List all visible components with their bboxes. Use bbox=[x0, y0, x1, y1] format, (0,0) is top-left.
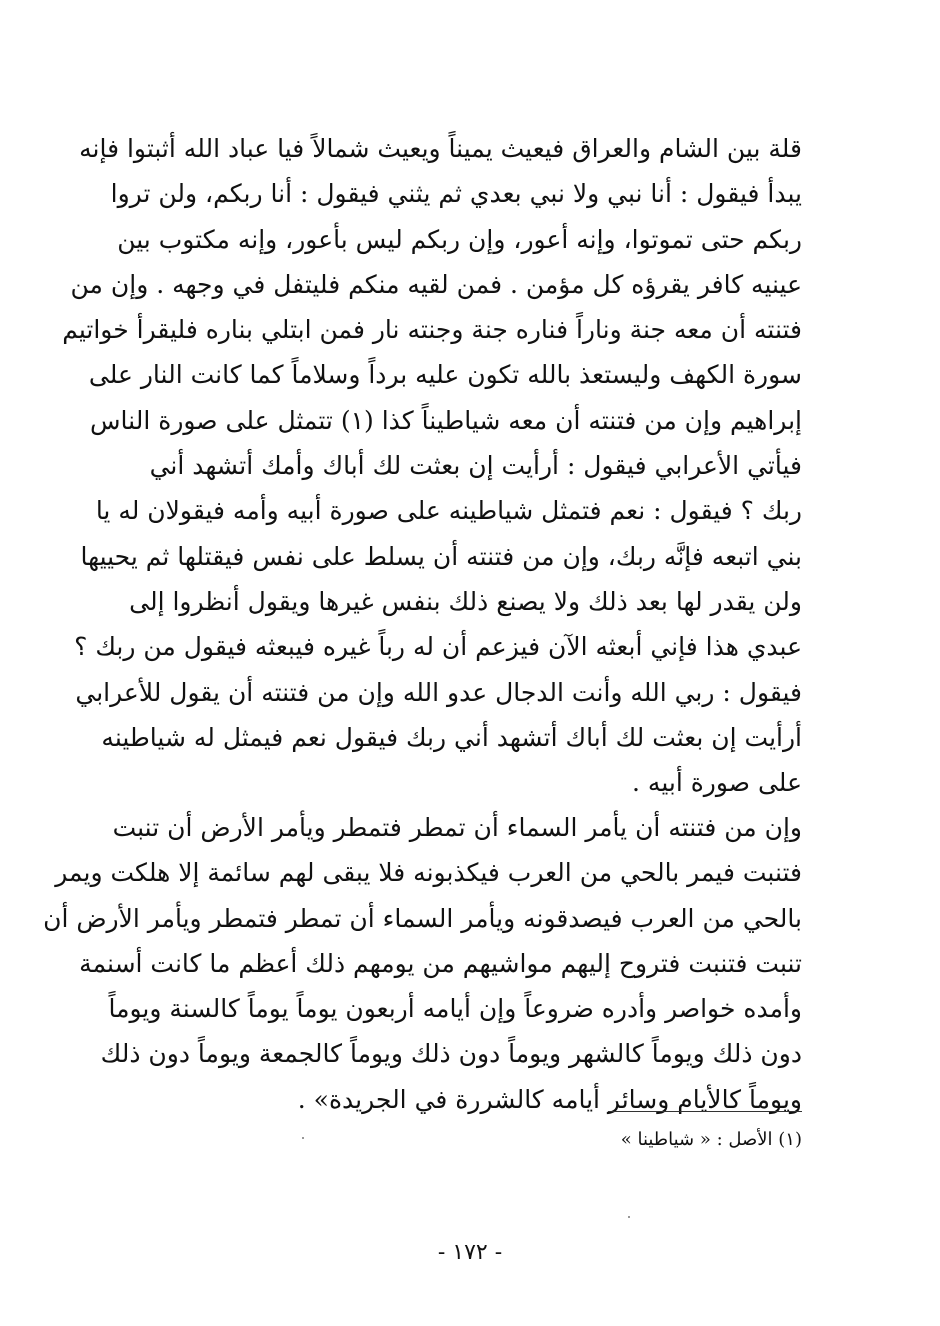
text-line: بني اتبعه فإنَّه ربك، وإن من فتنته أن يسلط على نفس فيقتلها ثم يحييها bbox=[80, 541, 802, 571]
text-line: قلة بين الشام والعراق فيعيث يميناً ويعيث شمالاً فيا عباد الله أثبتوا فإنه bbox=[79, 134, 802, 163]
text-line: أرأيت إن بعثت لك أباك أتشهد أني ربك فيقول نعم فيمثل له شياطينه bbox=[101, 722, 802, 752]
text-line: يبدأ فيقول : أنا نبي ولا نبي بعدي ثم يثني فيقول : أنا ربكم، ولن تروا bbox=[110, 179, 802, 209]
text-line: إبراهيم وإن من فتنته أن معه شياطيناً كذا (١) تتمثل على صورة الناس bbox=[90, 405, 802, 435]
text-line: وأمده خواصر وأدره ضروعاً وإن أيامه أربعون يوماً يوماً كالسنة ويوماً bbox=[108, 994, 802, 1024]
scan-speck bbox=[628, 1216, 630, 1218]
text-line: ولن يقدر لها بعد ذلك ولا يصنع ذلك بنفس غيرها ويقول أنظروا إلى bbox=[129, 586, 802, 616]
paragraph-2 bbox=[43, 805, 802, 1122]
text-line: عينيه كافر يقرؤه كل مؤمن . فمن لقيه منكم فليتفل في وجهه . وإن من bbox=[70, 269, 802, 299]
text-line: فيقول : ربي الله وأنت الدجال عدو الله وإن من فتنته أن يقول للأعرابي bbox=[75, 677, 802, 707]
text-line: سورة الكهف وليستعذ بالله تكون عليه برداً وسلاماً كما كانت النار على bbox=[88, 360, 802, 390]
text-line: عبدي هذا فإني أبعثه الآن فيزعم أن له رباً غيره فيبعثه فيقول من ربك ؟ bbox=[74, 632, 802, 662]
text-line: فيأتي الأعرابي فيقول : أرأيت إن بعثت لك أباك وأمك أتشهد أني bbox=[149, 451, 802, 481]
text-line: ربك ؟ فيقول : نعم فتمثل شياطينه على صورة أبيه وأمه فيقولان له يا bbox=[95, 496, 802, 526]
page-number: - ١٧٢ - bbox=[437, 1240, 503, 1265]
text-line: دون ذلك ويوماً كالشهر ويوماً دون ذلك ويوماً كالجمعة ويوماً دون ذلك bbox=[100, 1039, 802, 1069]
footnote-divider bbox=[608, 1111, 802, 1112]
text-line: فتنبت فيمر بالحي من العرب فيكذبونه فلا يبقى لهم سائمة إلا هلكت ويمر bbox=[55, 858, 802, 888]
text-line: تنبت فتنبت فتروح إليهم مواشيهم من يومهم ذلك أعظم ما كانت أسنمة bbox=[79, 948, 802, 978]
text-line: فتنته أن معه جنة وناراً فناره جنة وجنته نار فمن ابتلي بناره فليقرأ خواتيم bbox=[62, 315, 802, 345]
text-line: وإن من فتنته أن يأمر السماء أن تمطر فتمطر ويأمر الأرض أن تنبت bbox=[112, 813, 802, 842]
text-line: على صورة أبيه . bbox=[632, 768, 802, 798]
footnote: (١) الأصل : « شياطينا » bbox=[620, 1129, 802, 1150]
scan-speck bbox=[302, 1137, 304, 1139]
paragraph-1 bbox=[62, 126, 802, 805]
text-line: ربكم حتى تموتوا، وإنه أعور، وإن ربكم ليس بأعور، وإنه مكتوب بين bbox=[117, 224, 802, 254]
text-line: بالحي من العرب فيصدقونه ويأمر السماء أن تمطر فتمطر ويأمر الأرض أن bbox=[43, 903, 802, 933]
text-line: ويوماً كالأيام وسائر أيامه كالشررة في الجريدة» . bbox=[297, 1084, 802, 1114]
